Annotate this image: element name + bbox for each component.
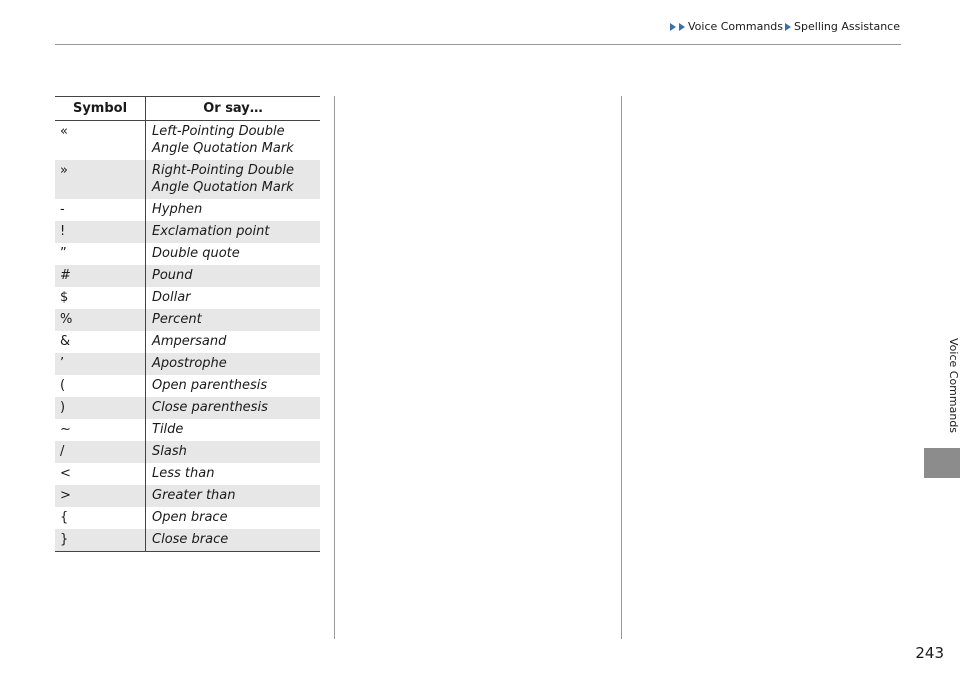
breadcrumb (670, 20, 900, 33)
table-row (55, 287, 320, 309)
symbol-cell: $ (55, 287, 146, 309)
or-say-cell: Exclamation point (146, 221, 321, 243)
breadcrumb-arrow-icon (670, 23, 676, 31)
breadcrumb-arrow-icon (785, 23, 791, 31)
table-row (55, 221, 320, 243)
or-say-cell: Open parenthesis (152, 378, 268, 393)
symbol-cell: ( (55, 375, 146, 397)
or-say-cell: Less than (152, 466, 215, 481)
table-row (55, 199, 320, 221)
table-row (55, 507, 320, 529)
table-header-row (55, 97, 320, 121)
table-row (55, 419, 320, 441)
table-row (55, 375, 320, 397)
or-say-cell: Right-Pointing Double Angle Quotation Mark (146, 160, 321, 199)
breadcrumb-arrow-icon (679, 23, 685, 31)
breadcrumb-item-voice-commands[interactable]: Voice Commands (687, 20, 784, 33)
symbol-cell: / (55, 441, 146, 463)
column-divider-right (621, 96, 622, 639)
side-tab-block (924, 448, 960, 478)
symbol-cell: ~ (55, 419, 146, 441)
side-tab-label: Voice Commands (947, 338, 960, 434)
table-row (55, 441, 320, 463)
table-row (55, 485, 320, 507)
symbol-cell: » (55, 160, 146, 199)
table-row (55, 265, 320, 287)
symbol-cell: } (55, 529, 146, 552)
symbol-cell: « (55, 121, 146, 161)
column-divider-left (334, 96, 335, 639)
or-say-cell: Percent (146, 309, 321, 331)
or-say-cell: Hyphen (152, 202, 203, 217)
page-number: 243 (915, 644, 944, 662)
breadcrumb-item-spelling-assistance[interactable]: Spelling Assistance (794, 20, 900, 33)
column-header-symbol: Symbol (55, 97, 146, 121)
symbol-cell: < (55, 463, 146, 485)
symbol-table (55, 96, 320, 552)
or-say-cell: Close brace (146, 529, 321, 552)
symbol-cell: ! (55, 221, 146, 243)
table-row (55, 353, 320, 375)
or-say-cell: Pound (146, 265, 321, 287)
table-row (55, 243, 320, 265)
or-say-cell: Ampersand (152, 334, 227, 349)
symbol-cell: { (55, 507, 146, 529)
symbol-cell: - (55, 199, 146, 221)
or-say-cell: Tilde (152, 422, 184, 437)
symbol-cell: # (55, 265, 146, 287)
or-say-cell: Open brace (152, 510, 228, 525)
table-row (55, 160, 320, 199)
symbol-cell: % (55, 309, 146, 331)
table-row (55, 397, 320, 419)
or-say-cell: Greater than (146, 485, 321, 507)
symbol-cell: ) (55, 397, 146, 419)
header-divider (55, 44, 901, 45)
symbol-cell: & (55, 331, 146, 353)
or-say-cell: Double quote (152, 246, 240, 261)
column-header-or-say: Or say… (146, 97, 321, 121)
or-say-cell: Slash (146, 441, 321, 463)
or-say-cell: Apostrophe (146, 353, 321, 375)
table-row (55, 463, 320, 485)
symbol-cell: ” (55, 243, 146, 265)
table-row (55, 309, 320, 331)
symbol-cell: ’ (55, 353, 146, 375)
table-row (55, 331, 320, 353)
table-row (55, 529, 320, 552)
or-say-cell: Left-Pointing Double Angle Quotation Mark (152, 124, 294, 156)
or-say-cell: Close parenthesis (146, 397, 321, 419)
or-say-cell: Dollar (152, 290, 191, 305)
table-row (55, 121, 320, 161)
symbol-cell: > (55, 485, 146, 507)
